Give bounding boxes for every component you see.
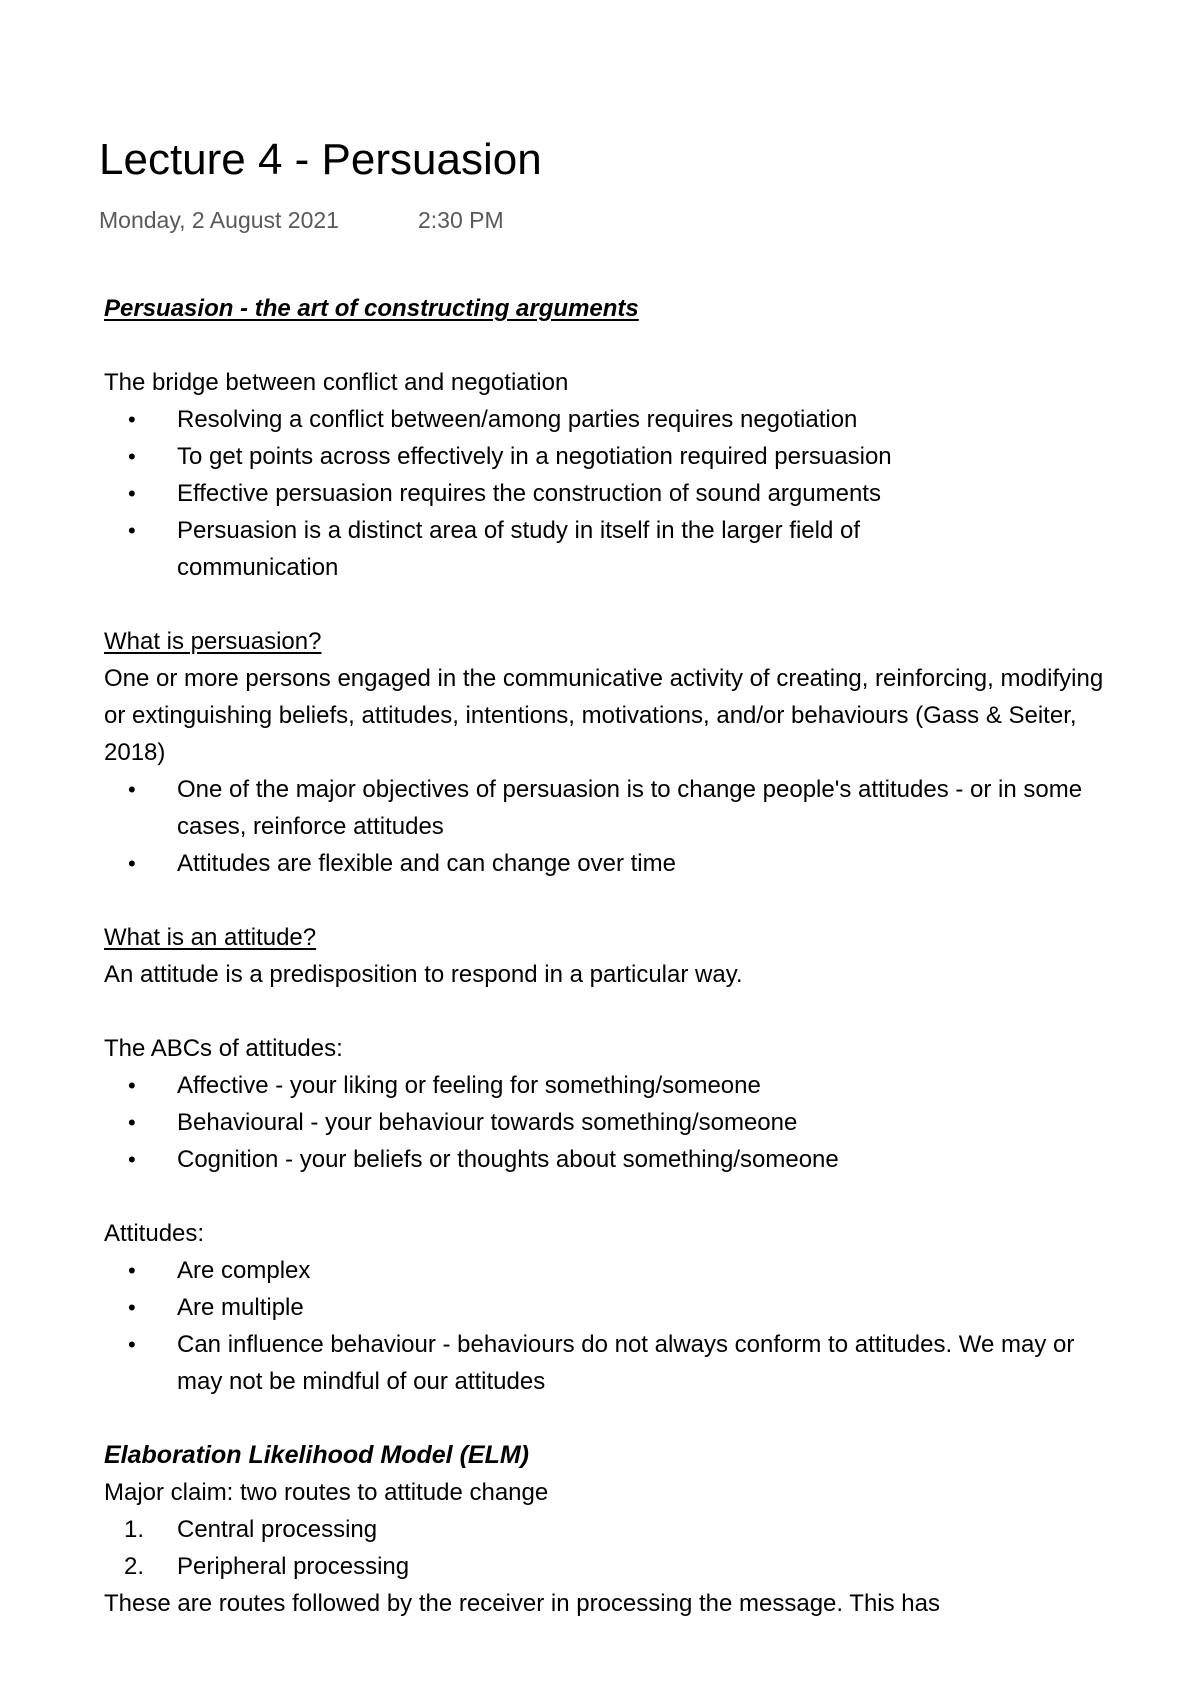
list-item: 2. Peripheral processing (104, 1548, 1124, 1585)
bullet-icon: • (128, 851, 136, 876)
paragraph-abcs-intro: The ABCs of attitudes: (104, 1035, 343, 1062)
paragraph-definition-attitude: An attitude is a predisposition to respond in a particular way. (104, 961, 743, 988)
paragraph-definition-persuasion: One or more persons engaged in the communicative activity of creating, reinforcing, modifying or extinguishing beliefs, attitudes, intentions, motivations, and/or behaviours (Gass & Seiter, 2018) (104, 665, 1104, 766)
page-meta (99, 205, 504, 235)
bullet-icon: • (128, 407, 136, 432)
list-number: 2. (124, 1553, 145, 1580)
bullet-list-abcs (104, 1067, 1124, 1178)
list-item: • One of the major objectives of persuasion is to change people's attitudes - or in some cases, reinforce attitudes (104, 771, 1124, 845)
list-number: 1. (124, 1516, 145, 1543)
list-item: • Behavioural - your behaviour towards something/someone (104, 1104, 1124, 1141)
bullet-icon: • (128, 777, 136, 802)
spacer (104, 993, 1124, 1030)
list-item: • Can influence behaviour - behaviours do not always conform to attitudes. We may or may not be mindful of our attitudes (104, 1326, 1124, 1400)
page-title: Lecture 4 - Persuasion (99, 135, 542, 184)
list-item: • Are complex (104, 1252, 1124, 1289)
paragraph-elm-note: These are routes followed by the receiver in processing the message. This has (104, 1590, 940, 1617)
bullet-list-attitudes (104, 1252, 1124, 1400)
bullet-icon: • (128, 1295, 136, 1320)
bullet-icon: • (128, 1332, 136, 1357)
section-heading-elm: Elaboration Likelihood Model (ELM) (104, 1441, 529, 1469)
list-item: • Attitudes are flexible and can change over time (104, 845, 1124, 882)
list-item: • Affective - your liking or feeling for something/someone (104, 1067, 1124, 1104)
bullet-icon: • (128, 1073, 136, 1098)
bullet-list-persuasion (104, 401, 1124, 586)
bullet-icon: • (128, 481, 136, 506)
section-heading-persuasion: Persuasion - the art of constructing arguments (104, 295, 639, 322)
list-item: • To get points across effectively in a negotiation required persuasion (104, 438, 1124, 475)
numbered-list-elm (104, 1511, 1124, 1585)
bullet-icon: • (128, 1258, 136, 1283)
page-content (104, 290, 1124, 1622)
list-item: 1. Central processing (104, 1511, 1124, 1548)
page-time: 2:30 PM (418, 207, 504, 233)
spacer (104, 1400, 1124, 1437)
list-item: • Effective persuasion requires the construction of sound arguments (104, 475, 1124, 512)
list-item: • Cognition - your beliefs or thoughts about something/someone (104, 1141, 1124, 1178)
list-item: • Persuasion is a distinct area of study in itself in the larger field of communication (104, 512, 1124, 586)
bullet-list-what-is-persuasion (104, 771, 1124, 882)
bullet-icon: • (128, 444, 136, 469)
paragraph-attitudes-intro: Attitudes: (104, 1220, 205, 1247)
list-item: • Are multiple (104, 1289, 1124, 1326)
bullet-icon: • (128, 1110, 136, 1135)
paragraph-bridge: The bridge between conflict and negotiation (104, 369, 569, 396)
bullet-icon: • (128, 1147, 136, 1172)
list-item: • Resolving a conflict between/among parties requires negotiation (104, 401, 1124, 438)
spacer (104, 586, 1124, 623)
page-date: Monday, 2 August 2021 (99, 207, 339, 233)
spacer (104, 1178, 1124, 1215)
spacer (104, 327, 1124, 364)
spacer (104, 882, 1124, 919)
section-heading-what-is-persuasion: What is persuasion? (104, 628, 322, 655)
section-heading-what-is-attitude: What is an attitude? (104, 924, 317, 951)
paragraph-elm-claim: Major claim: two routes to attitude change (104, 1479, 549, 1506)
bullet-icon: • (128, 518, 136, 543)
